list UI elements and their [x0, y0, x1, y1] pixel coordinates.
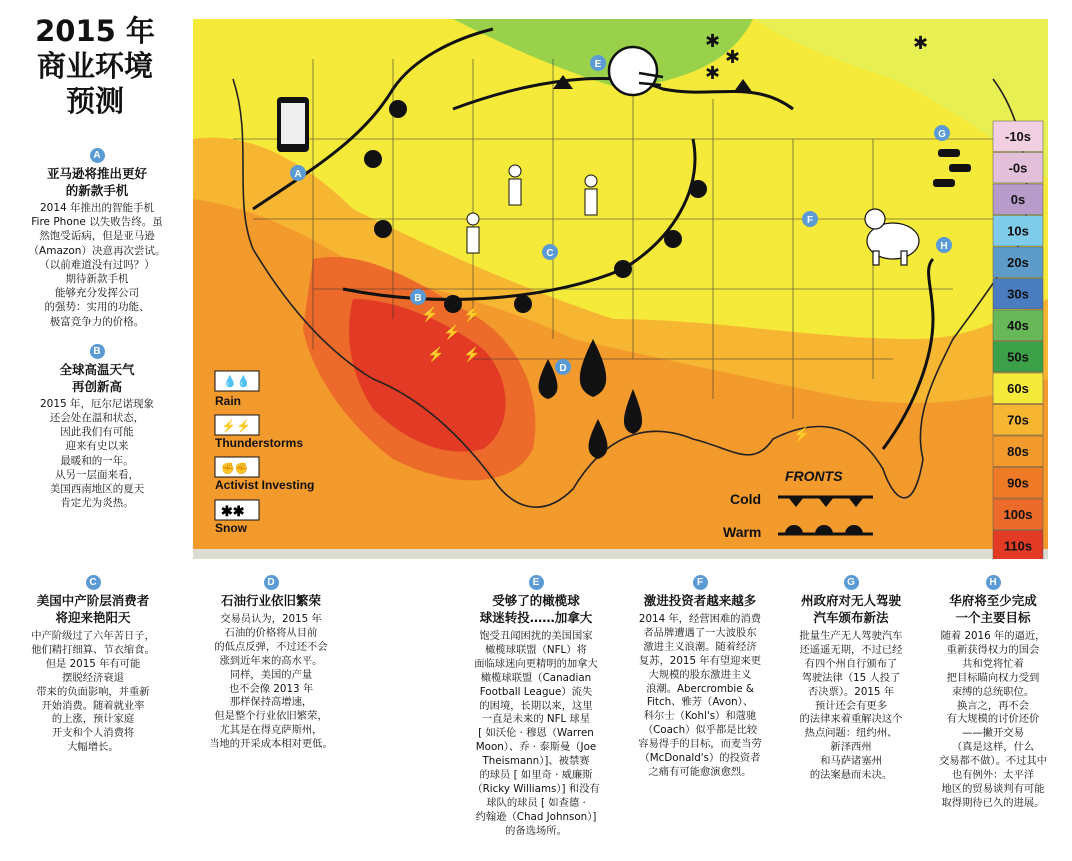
fronts-cold-label: Cold	[730, 491, 762, 507]
section-heading: 全球高温天气 再创新高	[59, 361, 135, 394]
temp-label: 40s	[1007, 318, 1029, 333]
fronts-warm-label: Warm	[723, 524, 762, 540]
svg-text:⚡: ⚡	[443, 324, 461, 340]
legend-activist-label: Activist Investing	[215, 478, 315, 492]
map-marker-a: A	[294, 169, 302, 180]
section-body: 随着 2016 年的逼近， 重新获得权力的国会 共和党将忙着 把目标瞄向权力受到 束缚的总统职位。 换言之，再不会 有大规模的讨价还价 ——撇开交易 （真是这样，什么 交易都不做）。不过其中 也有例外：太平洋 地区的贸易谈判有可能 取得期待已久的进展。	[938, 630, 1048, 809]
section-c	[8, 570, 178, 755]
svg-text:⚡: ⚡	[427, 346, 445, 362]
section-heading: 受够了的橄榄球 球迷转投……加拿大	[479, 593, 593, 625]
section-g	[776, 570, 926, 783]
map-marker-d: D	[559, 363, 567, 374]
section-d	[183, 570, 359, 752]
marker-badge-e: E	[529, 575, 544, 590]
section-body: 批量生产无人驾驶汽车 还遥遥无期，不过已经 有四个州自行颁布了 驾驶法律（15 人投了 否决票）。2015 年 预计还会有更多 的法律来着重解决这个 热点问题：纽约州、 新泽西州 和马萨诸塞州 的法案悬而未决。	[799, 630, 903, 782]
section-b	[8, 339, 186, 511]
temp-label: 0s	[1010, 192, 1026, 207]
marker-badge-f: F	[693, 575, 708, 590]
weather-map	[193, 19, 1048, 559]
snow-icon: ✱✱	[221, 503, 245, 519]
marker-badge-g: G	[844, 575, 859, 590]
temp-label: 20s	[1007, 255, 1029, 270]
section-body: 2015 年，厄尔尼诺现象 还会处在温和状态， 因此我们有可能 迎来有史以来 最暖和的一年。 从另一层面来看， 美国西南地区的夏天 肯定尤为炎热。	[39, 397, 155, 510]
svg-text:✱: ✱	[705, 31, 721, 51]
section-body: 2014 年推出的智能手机 Fire Phone 以失败告终。虽 然饱受诟病，但是亚马逊 （Amazon）决意再次尝试。 （以前难道没有过吗？） 期待新款手机 能够充分发挥公司 的强势：实用的功能、 极富竞争力的价格。	[28, 202, 166, 328]
marker-badge-b: B	[90, 344, 105, 359]
thunder-icon: ⚡⚡	[221, 419, 251, 433]
temp-label: 110s	[1003, 538, 1033, 554]
section-heading: 激进投资者越来越多	[643, 593, 757, 608]
marker-badge-d: D	[264, 575, 279, 590]
section-heading: 美国中产阶层消费者 将迎来艳阳天	[36, 593, 150, 625]
legend-thunderstorms-label: Thunderstorms	[215, 436, 304, 450]
section-body: 交易员认为，2015 年 石油的价格将从目前 的低点反弹，不过还不会 涨到近年来的高水平。 同样，美国的产量 也不会像 2013 年 那样保持高增速， 但是整个行业依旧繁荣， 尤其是在得克萨斯州， 当地的开采成本相对更低。	[209, 613, 333, 751]
map-marker-b: B	[414, 293, 422, 304]
map-marker-c: C	[546, 248, 554, 259]
temp-label: -10s	[1004, 129, 1032, 144]
svg-text:⚡: ⚡	[421, 306, 439, 322]
temp-label: 80s	[1007, 444, 1029, 459]
svg-text:⚡: ⚡	[463, 346, 481, 362]
temp-label: 10s	[1007, 223, 1029, 239]
marker-badge-c: C	[86, 575, 101, 590]
map-marker-f: F	[806, 215, 814, 226]
temp-label: 50s	[1007, 349, 1029, 365]
left-column	[8, 143, 186, 520]
svg-text:⚡: ⚡	[463, 306, 481, 322]
map-marker-g: G	[938, 129, 946, 140]
temp-label: 30s	[1007, 286, 1029, 302]
fronts-title: FRONTS	[785, 468, 843, 484]
section-e	[453, 570, 619, 839]
section-body: 中产阶级过了六年苦日子， 他们精打细算、节衣缩食。 但是 2015 年有可能 摆脱经济衰退 带来的负面影响，并重新 开始消费。随着就业率 的上涨，预计家庭 开支和个人消费将 大幅增长。	[31, 630, 155, 754]
activist-icon: ✊✊	[221, 463, 249, 475]
section-h	[918, 570, 1068, 811]
section-body: 2014 年，经营困难的消费 者品牌遭遇了一大波股东 激进主义浪潮。随着经济 复苏，2015 年有望迎来更 大规模的股东激进主义 浪潮。Abercrombie & Fitch、雅芳（Avon）、 科尔士（Kohl's）和蔻驰 （Coach）似乎都是比较 容易得手的目标，而麦当劳 （McDonald's）的投资者 之痛有可能愈演愈烈。	[638, 613, 762, 778]
section-heading: 州政府对无人驾驶 汽车颁布新法	[800, 593, 901, 625]
section-heading: 石油行业依旧繁荣	[220, 593, 321, 608]
map-marker-e: E	[594, 59, 602, 70]
svg-text:✱: ✱	[705, 63, 721, 83]
section-a	[8, 143, 186, 329]
page-title: 2015 年 商业环境 预测	[35, 14, 155, 118]
svg-text:✱: ✱	[725, 47, 741, 67]
svg-text:⚡: ⚡	[793, 426, 811, 442]
rain-icon: 💧💧	[223, 376, 251, 388]
legend-rain-label: Rain	[215, 394, 242, 408]
temp-label: 70s	[1007, 412, 1029, 428]
temperature-scale	[993, 121, 1043, 559]
marker-badge-h: H	[986, 575, 1001, 590]
temp-label: -0s	[1008, 160, 1028, 176]
temp-label: 60s	[1007, 381, 1029, 396]
phone-icon	[277, 97, 309, 152]
legend-snow-label: Snow	[215, 521, 247, 535]
section-heading: 亚马逊将推出更好 的新款手机	[46, 166, 147, 198]
temp-label: 90s	[1007, 475, 1029, 491]
map-marker-h: H	[940, 241, 948, 252]
section-f	[620, 570, 780, 780]
section-body: 饱受丑闻困扰的美国国家 橄榄球联盟（NFL）将 面临球迷向更精明的加拿大 橄榄球联盟（Canadian Football League）流失 的困境，长期以来，这里 一直是未来的 NFL 球星 [ 如沃伦 · 穆恩（Warren Moon）、乔 · 泰斯曼（Joe Theismann）]、被禁赛 的球员 [ 如里奇 · 威廉斯 （Ricky Williams）] 和没有 球队的球员 [ 如查德 · 约翰逊（Chad Johnson）] 的备选场所。	[472, 630, 600, 837]
svg-text:✱: ✱	[913, 33, 929, 53]
temp-label: 100s	[1003, 507, 1033, 522]
marker-badge-a: A	[90, 148, 105, 163]
section-heading: 华府将至少完成 一个主要目标	[949, 593, 1037, 625]
